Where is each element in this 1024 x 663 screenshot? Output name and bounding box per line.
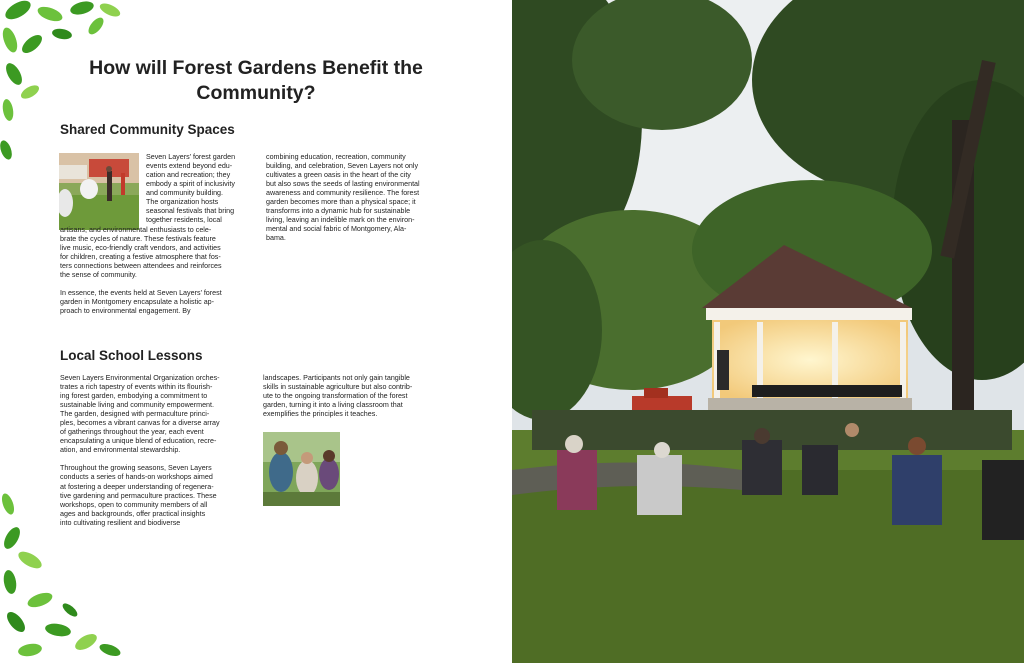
text-line: bama. bbox=[266, 234, 286, 243]
text-line: trates a rich tapestry of events within its flourish- bbox=[60, 383, 213, 392]
gazebo-concert-photo bbox=[512, 0, 1024, 663]
text-line: living, leaving an indelible mark on the environ- bbox=[266, 216, 415, 225]
text-line: together residents, local bbox=[146, 216, 222, 225]
text-line: conducts a series of hands-on workshops aimed bbox=[60, 473, 213, 482]
text-line: seasonal festivals that bring bbox=[146, 207, 235, 216]
text-line: ing forest garden, embodying a commitment to bbox=[60, 392, 208, 401]
text-line: skills in sustainable agriculture but also contrib- bbox=[263, 383, 413, 392]
text-line: ages and backgrounds, offer practical insights bbox=[60, 509, 206, 518]
school-column-2 bbox=[263, 374, 453, 419]
text-line: but also sows the seeds of lasting environmental bbox=[266, 180, 420, 189]
text-line: brate the cycles of nature. These festivals feature bbox=[60, 234, 216, 243]
text-line: cultivates a green oasis in the heart of the city bbox=[266, 171, 411, 180]
text-line: encapsulating a unique blend of education, recre- bbox=[60, 437, 217, 446]
text-line: ation, and environmental stewardship. bbox=[60, 446, 181, 455]
text-line: events extend beyond edu- bbox=[146, 162, 233, 171]
text-line: for children, creating a festive atmosphere that fos- bbox=[60, 252, 221, 261]
text-line: The garden, designed with permaculture princi- bbox=[60, 410, 210, 419]
text-line: garden becomes more than a physical space; it bbox=[266, 198, 416, 207]
text-line: Seven Layers’ forest garden bbox=[146, 153, 236, 161]
text-line: ute to the ongoing transformation of the forest bbox=[263, 392, 408, 401]
section-heading-shared: Shared Community Spaces bbox=[60, 122, 235, 137]
text-line: workshops, open to community members of all bbox=[60, 500, 208, 509]
text-line: tive gardening and permaculture practices. These bbox=[60, 491, 217, 500]
text-line: artisans, and environmental enthusiasts to cele- bbox=[60, 225, 212, 234]
festival-photo bbox=[59, 153, 139, 230]
text-line: at fostering a deeper understanding of regenera- bbox=[60, 482, 214, 491]
section-heading-school: Local School Lessons bbox=[60, 348, 203, 363]
text-line: awareness and community resilience. The forest bbox=[266, 189, 420, 198]
text-line: building, and celebration, Seven Layers not only bbox=[266, 162, 419, 171]
text-line: exemplifies the principles it teaches. bbox=[263, 410, 378, 419]
text-line: ples, becomes a vibrant canvas for a diverse array bbox=[60, 419, 220, 428]
text-line: cation and recreation; they bbox=[146, 171, 231, 180]
shared-column-2 bbox=[266, 153, 456, 243]
text-line: sustainable living and community empowerment. bbox=[60, 401, 214, 410]
text-line: Seven Layers Environmental Organization orches- bbox=[60, 374, 220, 382]
text-line: the sense of community. bbox=[60, 270, 137, 279]
text-line: garden in Montgomery encapsulate a holistic ap- bbox=[60, 297, 215, 306]
shared-column-1 bbox=[60, 226, 260, 316]
text-line: proach to environmental engagement. By bbox=[60, 306, 191, 315]
text-line: combining education, recreation, community bbox=[266, 153, 406, 161]
shared-photo-column bbox=[146, 153, 258, 225]
school-photo bbox=[263, 432, 340, 506]
text-line: of gatherings throughout the year, each event bbox=[60, 428, 204, 437]
page-title: How will Forest Gardens Benefit the Community? bbox=[89, 57, 423, 104]
text-line: The organization hosts bbox=[146, 198, 219, 207]
text-line: into cultivating resilient and biodiverse bbox=[60, 518, 181, 527]
text-line: embody a spirit of inclusivity bbox=[146, 180, 235, 189]
text-line: ters connections between attendees and reinforces bbox=[60, 261, 222, 270]
text-line: In essence, the events held at Seven Layers’ forest bbox=[60, 288, 222, 297]
text-line: garden, turning it into a living classroom that bbox=[263, 401, 403, 410]
text-line: and community building. bbox=[146, 189, 224, 198]
text-line: transforms into a dynamic hub for sustainable bbox=[266, 207, 411, 216]
text-line: landscapes. Participants not only gain tangible bbox=[263, 374, 410, 382]
text-line: Throughout the growing seasons, Seven Layers bbox=[60, 464, 212, 473]
text-line: mental and social fabric of Montgomery, Ala- bbox=[266, 225, 407, 234]
school-column-1 bbox=[60, 374, 260, 528]
text-line: live music, eco-friendly craft vendors, and activities bbox=[60, 243, 221, 252]
